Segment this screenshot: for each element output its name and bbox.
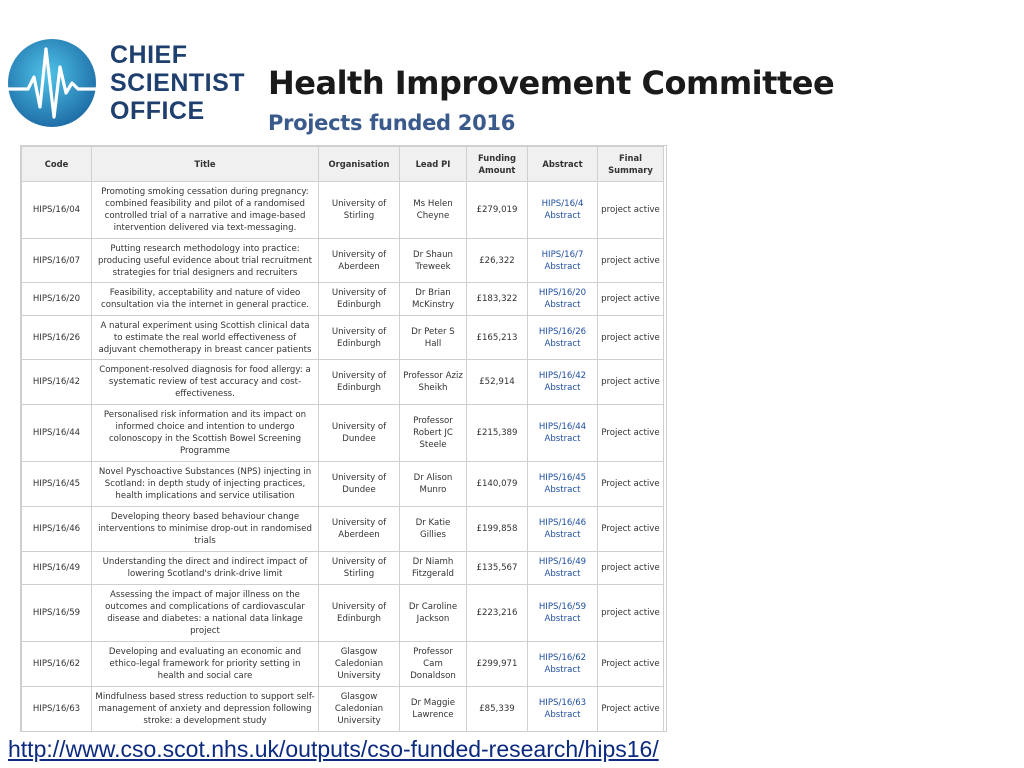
final-summary-cell: Project active (598, 462, 664, 507)
table-row (22, 552, 664, 585)
logo-line-2: SCIENTIST (110, 69, 246, 97)
table-row (22, 405, 664, 462)
table-row (22, 642, 664, 687)
project-title-cell: Assessing the impact of major illness on the outcomes and complications of cardiovascular disease and diabetes: a national data linkage project (92, 585, 319, 642)
final-summary-cell: Project active (598, 642, 664, 687)
final-summary-cell: project active (598, 316, 664, 360)
project-code-cell: HIPS/16/45 (22, 462, 92, 507)
funding-amount-cell: £299,971 (467, 642, 528, 687)
table-row (22, 585, 664, 642)
column-header-abstract: Abstract (528, 147, 598, 182)
lead-pi-cell: Professor Aziz Sheikh (400, 360, 467, 405)
project-title-cell: A natural experiment using Scottish clinical data to estimate the real world effectiveness of adjuvant chemotherapy in breast cancer patients (92, 316, 319, 360)
lead-pi-cell: Dr Niamh Fitzgerald (400, 552, 467, 585)
column-header-title: Title (92, 147, 319, 182)
project-code-cell: HIPS/16/07 (22, 239, 92, 283)
source-url-link[interactable]: http://www.cso.scot.nhs.uk/outputs/cso-funded-research/hips16/ (8, 736, 659, 762)
project-title-cell: Promoting smoking cessation during pregnancy: combined feasibility and pilot of a randomised controlled trial of a narrative and image-based intervention delivered via text-messaging. (92, 182, 319, 239)
abstract-link[interactable]: HIPS/16/63 Abstract (528, 687, 598, 732)
column-header-organisation: Organisation (319, 147, 400, 182)
project-code-cell: HIPS/16/59 (22, 585, 92, 642)
funding-amount-cell: £135,567 (467, 552, 528, 585)
table-row (22, 687, 664, 732)
column-header-final-summary: Final Summary (598, 147, 664, 182)
lead-pi-cell: Dr Brian McKinstry (400, 283, 467, 316)
project-title-cell: Developing and evaluating an economic and ethico-legal framework for priority setting in health and social care (92, 642, 319, 687)
table-row (22, 360, 664, 405)
final-summary-cell: project active (598, 360, 664, 405)
final-summary-cell: project active (598, 283, 664, 316)
abstract-link[interactable]: HIPS/16/7 Abstract (528, 239, 598, 283)
abstract-link[interactable]: HIPS/16/49 Abstract (528, 552, 598, 585)
project-code-cell: HIPS/16/49 (22, 552, 92, 585)
lead-pi-cell: Dr Katie Gillies (400, 507, 467, 552)
final-summary-cell: project active (598, 239, 664, 283)
project-title-cell: Understanding the direct and indirect impact of lowering Scotland's drink-drive limit (92, 552, 319, 585)
funding-amount-cell: £199,858 (467, 507, 528, 552)
organisation-cell: University of Dundee (319, 405, 400, 462)
final-summary-cell: project active (598, 585, 664, 642)
projects-table-container (20, 145, 667, 732)
lead-pi-cell: Professor Robert JC Steele (400, 405, 467, 462)
final-summary-cell: project active (598, 552, 664, 585)
table-row (22, 462, 664, 507)
project-title-cell: Developing theory based behaviour change interventions to minimise drop-out in randomised trials (92, 507, 319, 552)
funding-amount-cell: £279,019 (467, 182, 528, 239)
table-row (22, 507, 664, 552)
organisation-cell: University of Dundee (319, 462, 400, 507)
funding-amount-cell: £85,339 (467, 687, 528, 732)
funding-amount-cell: £26,322 (467, 239, 528, 283)
organisation-cell: University of Aberdeen (319, 507, 400, 552)
logo-line-3: OFFICE (110, 97, 205, 125)
project-code-cell: HIPS/16/26 (22, 316, 92, 360)
organisation-cell: University of Edinburgh (319, 360, 400, 405)
project-code-cell: HIPS/16/63 (22, 687, 92, 732)
funding-amount-cell: £52,914 (467, 360, 528, 405)
table-row (22, 283, 664, 316)
cso-logo (6, 37, 246, 129)
abstract-link[interactable]: HIPS/16/4 Abstract (528, 182, 598, 239)
final-summary-cell: Project active (598, 507, 664, 552)
final-summary-cell: project active (598, 182, 664, 239)
heartbeat-globe-icon (6, 37, 106, 129)
column-header-code: Code (22, 147, 92, 182)
funding-amount-cell: £215,389 (467, 405, 528, 462)
lead-pi-cell: Professor Cam Donaldson (400, 642, 467, 687)
lead-pi-cell: Dr Caroline Jackson (400, 585, 467, 642)
table-body (22, 182, 664, 732)
lead-pi-cell: Dr Maggie Lawrence (400, 687, 467, 732)
lead-pi-cell: Ms Helen Cheyne (400, 182, 467, 239)
funding-amount-cell: £140,079 (467, 462, 528, 507)
project-title-cell: Personalised risk information and its impact on informed choice and intention to undergo colonoscopy in the Scottish Bowel Screening Programme (92, 405, 319, 462)
table-row (22, 239, 664, 283)
table-row (22, 316, 664, 360)
project-title-cell: Feasibility, acceptability and nature of video consultation via the internet in general practice. (92, 283, 319, 316)
project-title-cell: Putting research methodology into practice: producing useful evidence about trial recruitment strategies for trial designers and recruiters (92, 239, 319, 283)
lead-pi-cell: Dr Peter S Hall (400, 316, 467, 360)
abstract-link[interactable]: HIPS/16/62 Abstract (528, 642, 598, 687)
organisation-cell: University of Stirling (319, 552, 400, 585)
abstract-link[interactable]: HIPS/16/59 Abstract (528, 585, 598, 642)
table-header-row (22, 147, 664, 182)
project-title-cell: Novel Pyschoactive Substances (NPS) injecting in Scotland: in depth study of injecting practices, health implications and service utilisation (92, 462, 319, 507)
project-code-cell: HIPS/16/20 (22, 283, 92, 316)
abstract-link[interactable]: HIPS/16/44 Abstract (528, 405, 598, 462)
abstract-link[interactable]: HIPS/16/20 Abstract (528, 283, 598, 316)
project-title-cell: Mindfulness based stress reduction to support self-management of anxiety and depression following stroke: a development study (92, 687, 319, 732)
organisation-cell: Glasgow Caledonian University (319, 642, 400, 687)
project-code-cell: HIPS/16/42 (22, 360, 92, 405)
project-code-cell: HIPS/16/44 (22, 405, 92, 462)
organisation-cell: University of Edinburgh (319, 283, 400, 316)
funding-amount-cell: £165,213 (467, 316, 528, 360)
abstract-link[interactable]: HIPS/16/26 Abstract (528, 316, 598, 360)
organisation-cell: University of Aberdeen (319, 239, 400, 283)
funding-amount-cell: £183,322 (467, 283, 528, 316)
organisation-cell: Glasgow Caledonian University (319, 687, 400, 732)
page-title: Health Improvement Committee (268, 64, 835, 102)
logo-line-1: CHIEF (110, 41, 188, 69)
organisation-cell: University of Edinburgh (319, 316, 400, 360)
final-summary-cell: Project active (598, 687, 664, 732)
organisation-cell: University of Stirling (319, 182, 400, 239)
abstract-link[interactable]: HIPS/16/46 Abstract (528, 507, 598, 552)
abstract-link[interactable]: HIPS/16/45 Abstract (528, 462, 598, 507)
page-subtitle: Projects funded 2016 (268, 111, 516, 135)
funding-amount-cell: £223,216 (467, 585, 528, 642)
project-code-cell: HIPS/16/62 (22, 642, 92, 687)
abstract-link[interactable]: HIPS/16/42 Abstract (528, 360, 598, 405)
projects-table (21, 146, 664, 732)
lead-pi-cell: Dr Shaun Treweek (400, 239, 467, 283)
column-header-lead-pi: Lead PI (400, 147, 467, 182)
project-code-cell: HIPS/16/46 (22, 507, 92, 552)
lead-pi-cell: Dr Alison Munro (400, 462, 467, 507)
project-code-cell: HIPS/16/04 (22, 182, 92, 239)
column-header-funding-amount: Funding Amount (467, 147, 528, 182)
organisation-cell: University of Edinburgh (319, 585, 400, 642)
table-row (22, 182, 664, 239)
logo-wordmark (110, 41, 245, 125)
project-title-cell: Component-resolved diagnosis for food allergy: a systematic review of test accuracy and cost-effectiveness. (92, 360, 319, 405)
final-summary-cell: Project active (598, 405, 664, 462)
